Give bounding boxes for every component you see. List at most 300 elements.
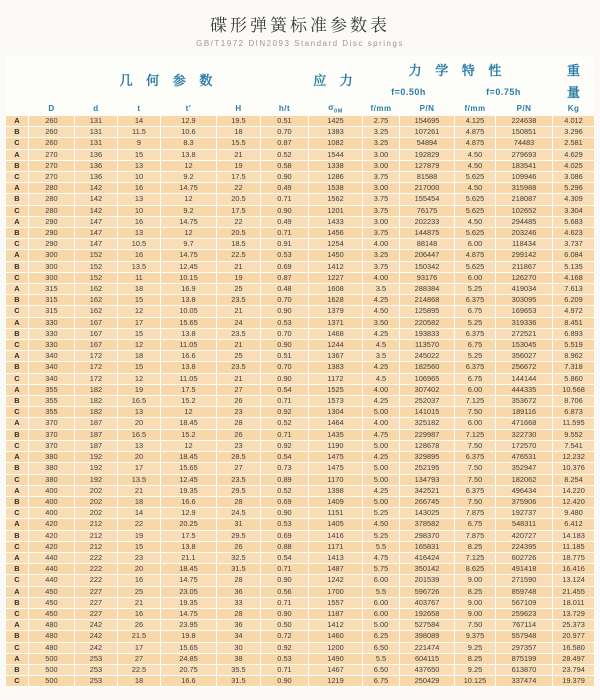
cell-f075-f-mm: 9.25: [455, 643, 495, 653]
cell-Kg: 4.168: [553, 273, 594, 283]
cell-d: 192: [75, 475, 117, 485]
cell-f075-P-N: 420727: [496, 531, 552, 541]
cell-type: B: [6, 228, 28, 238]
cell-t: 26: [118, 620, 160, 630]
cell-sigma-0M: 1338: [309, 161, 362, 171]
cell-h-t: 0.73: [261, 463, 308, 473]
table-row: [6, 497, 594, 507]
table-row: [6, 486, 594, 496]
cell-f050-f-mm: 4.5: [363, 374, 399, 384]
cell-f050-P-N: 378582: [400, 519, 454, 529]
cell-Kg: 6.084: [553, 250, 594, 260]
col-t: t: [118, 102, 160, 115]
cell-Kg: 7.613: [553, 284, 594, 294]
cell-f050-P-N: 206447: [400, 250, 454, 260]
cell-H: 23.5: [217, 329, 260, 339]
cell-Kg: 21.455: [553, 587, 594, 597]
cell-f050-f-mm: 3.25: [363, 138, 399, 148]
cell-H: 25: [217, 284, 260, 294]
cell-f075-f-mm: 7.125: [455, 430, 495, 440]
cell-f050-P-N: 165831: [400, 542, 454, 552]
cell-d: 152: [75, 273, 117, 283]
cell-f075-f-mm: 7.50: [455, 463, 495, 473]
col-f-mm-075: f/mm: [455, 102, 495, 115]
cell-h-t: 0.91: [261, 239, 308, 249]
cell-H: 36: [217, 620, 260, 630]
cell-f075-P-N: 118434: [496, 239, 552, 249]
cell-f075-f-mm: 5.625: [455, 206, 495, 216]
table-row: [6, 116, 594, 126]
cell-sigma-0M: 1082: [309, 138, 362, 148]
cell-f050-f-mm: 6.00: [363, 575, 399, 585]
cell-f050-f-mm: 4.25: [363, 396, 399, 406]
cell-sigma-0M: 1383: [309, 362, 362, 372]
cell-d: 182: [75, 385, 117, 395]
cell-f075-P-N: 272521: [496, 329, 552, 339]
cell-D: 340: [29, 362, 74, 372]
cell-type: B: [6, 598, 28, 608]
cell-t-prime: 14.75: [161, 183, 216, 193]
cell-type: C: [6, 407, 28, 417]
cell-t-prime: 15.65: [161, 318, 216, 328]
cell-f050-P-N: 220582: [400, 318, 454, 328]
cell-d: 136: [75, 172, 117, 182]
cell-H: 22.5: [217, 250, 260, 260]
cell-Kg: 19.379: [553, 676, 594, 686]
cell-h-t: 0.49: [261, 183, 308, 193]
cell-h-t: 0.48: [261, 284, 308, 294]
cell-h-t: 0.53: [261, 318, 308, 328]
cell-f050-P-N: 88148: [400, 239, 454, 249]
cell-f050-P-N: 134793: [400, 475, 454, 485]
cell-t: 10.5: [118, 239, 160, 249]
col-h-t: h/t: [261, 102, 308, 115]
cell-Kg: 20.977: [553, 631, 594, 641]
table-row: [6, 150, 594, 160]
table-row: [6, 463, 594, 473]
cell-Kg: 18.775: [553, 553, 594, 563]
cell-f050-f-mm: 5.00: [363, 407, 399, 417]
sigma-symbol: σ: [328, 102, 335, 112]
cell-f050-P-N: 298370: [400, 531, 454, 541]
cell-d: 167: [75, 318, 117, 328]
cell-f075-f-mm: 7.875: [455, 508, 495, 518]
cell-t: 13: [118, 161, 160, 171]
cell-type: B: [6, 362, 28, 372]
cell-f075-P-N: 182062: [496, 475, 552, 485]
cell-Kg: 10.568: [553, 385, 594, 395]
cell-f075-f-mm: 5.625: [455, 262, 495, 272]
table-row: [6, 161, 594, 171]
cell-Kg: 16.416: [553, 564, 594, 574]
cell-t: 19: [118, 385, 160, 395]
cell-f075-f-mm: 6.75: [455, 519, 495, 529]
cell-f075-f-mm: 8.25: [455, 542, 495, 552]
cell-f075-f-mm: 7.875: [455, 531, 495, 541]
cell-d: 147: [75, 239, 117, 249]
cell-sigma-0M: 1227: [309, 273, 362, 283]
cell-H: 28: [217, 609, 260, 619]
cell-d: 131: [75, 138, 117, 148]
cell-f075-P-N: 476531: [496, 452, 552, 462]
cell-D: 480: [29, 620, 74, 630]
cell-t-prime: 9.2: [161, 206, 216, 216]
cell-f050-f-mm: 5.00: [363, 441, 399, 451]
cell-H: 32.5: [217, 553, 260, 563]
cell-sigma-0M: 1416: [309, 531, 362, 541]
cell-type: C: [6, 138, 28, 148]
cell-D: 330: [29, 340, 74, 350]
cell-t-prime: 8.3: [161, 138, 216, 148]
cell-f050-P-N: 214868: [400, 295, 454, 305]
cell-h-t: 0.71: [261, 665, 308, 675]
cell-type: C: [6, 508, 28, 518]
cell-f075-P-N: 602726: [496, 553, 552, 563]
cell-f075-P-N: 613870: [496, 665, 552, 675]
cell-t-prime: 18.45: [161, 564, 216, 574]
cell-f050-f-mm: 3.75: [363, 194, 399, 204]
cell-t-prime: 17.5: [161, 531, 216, 541]
cell-H: 21: [217, 340, 260, 350]
cell-t: 11.5: [118, 127, 160, 137]
cell-f075-P-N: 169653: [496, 306, 552, 316]
cell-H: 31.5: [217, 564, 260, 574]
cell-type: C: [6, 542, 28, 552]
cell-H: 15.5: [217, 138, 260, 148]
cell-f050-f-mm: 3.75: [363, 262, 399, 272]
col-f-mm-050: f/mm: [363, 102, 399, 115]
table-header: [6, 57, 594, 115]
cell-h-t: 0.92: [261, 441, 308, 451]
cell-t-prime: 23.95: [161, 620, 216, 630]
cell-d: 253: [75, 676, 117, 686]
cell-H: 23: [217, 441, 260, 451]
cell-H: 19: [217, 161, 260, 171]
cell-f075-f-mm: 7.125: [455, 553, 495, 563]
cell-type: A: [6, 553, 28, 563]
cell-sigma-0M: 1187: [309, 609, 362, 619]
cell-t: 16: [118, 217, 160, 227]
cell-sigma-0M: 1412: [309, 262, 362, 272]
cell-d: 131: [75, 127, 117, 137]
cell-f075-P-N: 218087: [496, 194, 552, 204]
cell-h-t: 0.70: [261, 329, 308, 339]
cell-d: 147: [75, 217, 117, 227]
cell-f075-f-mm: 7.50: [455, 497, 495, 507]
cell-H: 31: [217, 519, 260, 529]
cell-f050-P-N: 527584: [400, 620, 454, 630]
cell-f075-P-N: 375906: [496, 497, 552, 507]
cell-H: 22: [217, 217, 260, 227]
cell-d: 162: [75, 284, 117, 294]
cell-H: 21: [217, 150, 260, 160]
cell-D: 355: [29, 385, 74, 395]
cell-f050-f-mm: 5.00: [363, 475, 399, 485]
table-row: [6, 643, 594, 653]
cell-h-t: 0.71: [261, 564, 308, 574]
page-subtitle: GB/T1972 DIN2093 Standard Disc springs: [196, 39, 404, 48]
cell-d: 136: [75, 161, 117, 171]
cell-type: A: [6, 217, 28, 227]
cell-f075-P-N: 126270: [496, 273, 552, 283]
cell-f050-P-N: 307402: [400, 385, 454, 395]
table-row: [6, 228, 594, 238]
table-row: [6, 407, 594, 417]
cell-f075-P-N: 102652: [496, 206, 552, 216]
cell-f075-f-mm: 6.00: [455, 385, 495, 395]
cell-D: 370: [29, 441, 74, 451]
cell-t-prime: 13.8: [161, 362, 216, 372]
cell-type: A: [6, 519, 28, 529]
cell-D: 315: [29, 295, 74, 305]
cell-f075-f-mm: 6.375: [455, 452, 495, 462]
cell-t: 15: [118, 542, 160, 552]
cell-f075-P-N: 322730: [496, 430, 552, 440]
cell-D: 270: [29, 161, 74, 171]
cell-f050-f-mm: 4.50: [363, 306, 399, 316]
cell-f050-P-N: 127879: [400, 161, 454, 171]
cell-D: 450: [29, 587, 74, 597]
disc-spring-parameter-table: [5, 56, 595, 687]
cell-f075-f-mm: 4.50: [455, 217, 495, 227]
table-row: [6, 217, 594, 227]
header-group-row: [6, 57, 594, 81]
cell-f075-f-mm: 4.50: [455, 183, 495, 193]
cell-t-prime: 24.85: [161, 654, 216, 664]
cell-f050-f-mm: 6.50: [363, 665, 399, 675]
cell-D: 290: [29, 228, 74, 238]
cell-H: 23.5: [217, 295, 260, 305]
cell-t-prime: 14.75: [161, 250, 216, 260]
cell-H: 21: [217, 262, 260, 272]
cell-H: 26: [217, 542, 260, 552]
cell-t-prime: 12.45: [161, 475, 216, 485]
cell-t: 15: [118, 150, 160, 160]
cell-Kg: 3.296: [553, 127, 594, 137]
cell-f050-f-mm: 5.00: [363, 497, 399, 507]
cell-f075-f-mm: 5.25: [455, 284, 495, 294]
cell-f075-f-mm: 9.00: [455, 609, 495, 619]
cell-t-prime: 20.75: [161, 665, 216, 675]
cell-D: 355: [29, 407, 74, 417]
cell-t-prime: 10.05: [161, 306, 216, 316]
cell-t-prime: 16.6: [161, 676, 216, 686]
cell-f075-P-N: 419034: [496, 284, 552, 294]
cell-f050-P-N: 144875: [400, 228, 454, 238]
table-row: [6, 284, 594, 294]
cell-h-t: 0.69: [261, 262, 308, 272]
cell-t: 18: [118, 351, 160, 361]
cell-f050-P-N: 437650: [400, 665, 454, 675]
cell-H: 30: [217, 643, 260, 653]
cell-H: 33: [217, 598, 260, 608]
cell-type: A: [6, 250, 28, 260]
cell-type: A: [6, 654, 28, 664]
cell-Kg: 6.412: [553, 519, 594, 529]
cell-h-t: 0.52: [261, 418, 308, 428]
cell-type: C: [6, 273, 28, 283]
cell-Kg: 12.420: [553, 497, 594, 507]
cell-f050-f-mm: 4.25: [363, 486, 399, 496]
cell-t: 12: [118, 374, 160, 384]
cell-D: 500: [29, 665, 74, 675]
cell-H: 29.5: [217, 486, 260, 496]
cell-D: 450: [29, 598, 74, 608]
cell-type: C: [6, 475, 28, 485]
cell-t-prime: 12.9: [161, 116, 216, 126]
cell-D: 500: [29, 654, 74, 664]
col-sigma-0M: [309, 102, 362, 115]
col-P-N-050: P/N: [400, 102, 454, 115]
cell-D: 400: [29, 486, 74, 496]
cell-D: 290: [29, 239, 74, 249]
cell-H: 28: [217, 418, 260, 428]
cell-H: 35.5: [217, 665, 260, 675]
cell-type: B: [6, 295, 28, 305]
cell-t: 18: [118, 284, 160, 294]
cell-t-prime: 13.8: [161, 295, 216, 305]
col-Kg: Kg: [553, 102, 594, 115]
cell-f075-P-N: 491418: [496, 564, 552, 574]
cell-H: 19: [217, 273, 260, 283]
cell-t-prime: 10.6: [161, 127, 216, 137]
cell-sigma-0M: 1151: [309, 508, 362, 518]
cell-sigma-0M: 1398: [309, 486, 362, 496]
header-f075: f=0.75h: [455, 82, 552, 101]
cell-sigma-0M: 1490: [309, 654, 362, 664]
cell-f075-f-mm: 6.75: [455, 306, 495, 316]
table-row: [6, 452, 594, 462]
cell-type: B: [6, 497, 28, 507]
cell-type: A: [6, 587, 28, 597]
cell-Kg: 8.962: [553, 351, 594, 361]
cell-sigma-0M: 1200: [309, 643, 362, 653]
cell-f050-P-N: 154695: [400, 116, 454, 126]
cell-f050-f-mm: 3.00: [363, 217, 399, 227]
cell-H: 27: [217, 385, 260, 395]
cell-t-prime: 17.5: [161, 385, 216, 395]
cell-D: 380: [29, 463, 74, 473]
cell-d: 187: [75, 418, 117, 428]
cell-f050-f-mm: 4.00: [363, 273, 399, 283]
cell-type: B: [6, 161, 28, 171]
cell-sigma-0M: 1562: [309, 194, 362, 204]
sigma-subscript: 0M: [334, 108, 343, 115]
cell-D: 280: [29, 206, 74, 216]
cell-h-t: 0.90: [261, 609, 308, 619]
cell-f050-P-N: 398089: [400, 631, 454, 641]
cell-f050-P-N: 217000: [400, 183, 454, 193]
cell-f075-P-N: 859748: [496, 587, 552, 597]
cell-f075-f-mm: 8.625: [455, 564, 495, 574]
table-row: [6, 385, 594, 395]
cell-f050-P-N: 54894: [400, 138, 454, 148]
cell-D: 440: [29, 575, 74, 585]
cell-t-prime: 15.2: [161, 396, 216, 406]
header-group-weight-top: 重: [553, 57, 594, 81]
cell-h-t: 0.89: [261, 475, 308, 485]
cell-type: C: [6, 172, 28, 182]
cell-f075-P-N: 109946: [496, 172, 552, 182]
table-row: [6, 519, 594, 529]
cell-H: 29.5: [217, 531, 260, 541]
cell-sigma-0M: 1456: [309, 228, 362, 238]
cell-f050-f-mm: 5.5: [363, 587, 399, 597]
cell-D: 480: [29, 643, 74, 653]
cell-d: 202: [75, 508, 117, 518]
cell-sigma-0M: 1244: [309, 340, 362, 350]
cell-d: 162: [75, 295, 117, 305]
cell-f050-f-mm: 5.5: [363, 542, 399, 552]
cell-f050-P-N: 229987: [400, 430, 454, 440]
cell-f075-f-mm: 6.375: [455, 362, 495, 372]
cell-sigma-0M: 1700: [309, 587, 362, 597]
cell-D: 420: [29, 519, 74, 529]
cell-t: 20: [118, 564, 160, 574]
cell-sigma-0M: 1379: [309, 306, 362, 316]
cell-Kg: 6.893: [553, 329, 594, 339]
cell-t-prime: 14.75: [161, 575, 216, 585]
cell-sigma-0M: 1433: [309, 217, 362, 227]
cell-h-t: 0.90: [261, 374, 308, 384]
cell-f050-f-mm: 5.25: [363, 508, 399, 518]
cell-Kg: 9.480: [553, 508, 594, 518]
cell-h-t: 0.87: [261, 138, 308, 148]
table-row: [6, 575, 594, 585]
cell-f075-P-N: 319336: [496, 318, 552, 328]
cell-d: 192: [75, 463, 117, 473]
table-row: [6, 194, 594, 204]
cell-t-prime: 19.35: [161, 598, 216, 608]
cell-f075-f-mm: 4.50: [455, 150, 495, 160]
cell-t: 17: [118, 318, 160, 328]
cell-f075-f-mm: 7.50: [455, 441, 495, 451]
cell-sigma-0M: 1475: [309, 452, 362, 462]
cell-Kg: 18.011: [553, 598, 594, 608]
cell-f075-f-mm: 5.625: [455, 172, 495, 182]
cell-type: C: [6, 676, 28, 686]
cell-t: 25: [118, 587, 160, 597]
table-row: [6, 127, 594, 137]
cell-D: 370: [29, 418, 74, 428]
cell-t-prime: 13.8: [161, 329, 216, 339]
table-row: [6, 329, 594, 339]
cell-Kg: 23.794: [553, 665, 594, 675]
cell-f075-f-mm: 4.875: [455, 250, 495, 260]
cell-f050-f-mm: 6.25: [363, 631, 399, 641]
cell-D: 260: [29, 138, 74, 148]
cell-h-t: 0.90: [261, 575, 308, 585]
table-row: [6, 306, 594, 316]
cell-t: 13: [118, 228, 160, 238]
cell-sigma-0M: 1254: [309, 239, 362, 249]
cell-D: 420: [29, 542, 74, 552]
table-row: [6, 620, 594, 630]
cell-sigma-0M: 1286: [309, 172, 362, 182]
cell-f075-P-N: 74483: [496, 138, 552, 148]
cell-f050-P-N: 403767: [400, 598, 454, 608]
cell-h-t: 0.90: [261, 172, 308, 182]
cell-d: 167: [75, 340, 117, 350]
cell-d: 212: [75, 542, 117, 552]
table-row: [6, 239, 594, 249]
cell-d: 172: [75, 374, 117, 384]
cell-d: 152: [75, 262, 117, 272]
header-f050: f=0.50h: [363, 82, 454, 101]
col-P-N-075: P/N: [496, 102, 552, 115]
cell-t: 15: [118, 329, 160, 339]
cell-type: A: [6, 318, 28, 328]
